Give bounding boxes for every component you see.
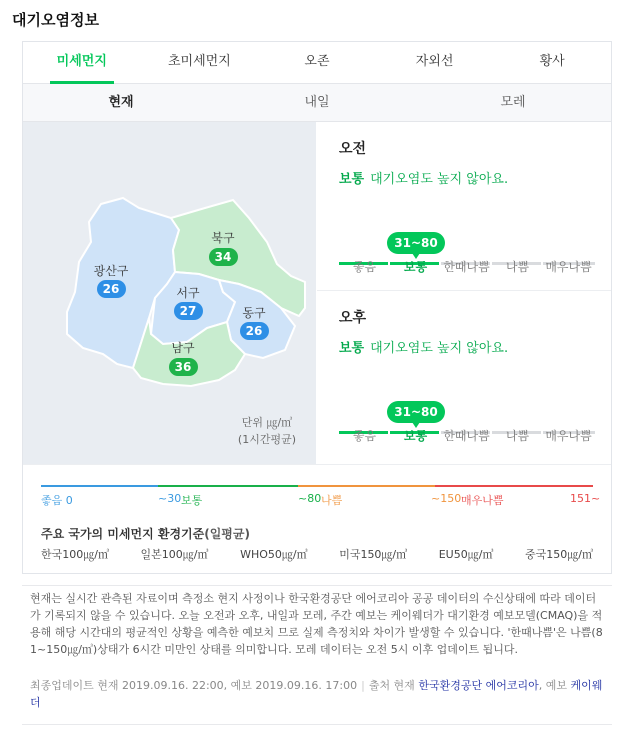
pm-legend (23, 464, 611, 574)
grade-message: 대기오염도 높지 않아요. (370, 172, 509, 187)
scale-label-bad: 나쁨 (505, 260, 530, 274)
standards-title (41, 525, 250, 542)
forecast-am (339, 138, 597, 298)
standards-title-text: 주요 국가의 미세먼지 환경기준 (41, 527, 205, 541)
tab-ultrafine-dust[interactable]: 초미세먼지 (167, 54, 231, 69)
district-value: 26 (102, 282, 120, 296)
forecast-pm (339, 307, 597, 467)
source-mid: , 예보 (538, 679, 567, 692)
data-notice (22, 585, 612, 725)
district-map (23, 122, 316, 464)
standard-eu: EU50㎍/㎥ (438, 548, 494, 561)
map-unit-note (238, 414, 296, 448)
tab-day-after[interactable]: 모레 (500, 95, 526, 110)
period-label: 오후 (339, 310, 367, 326)
scale-label-good: 좋음 (352, 260, 377, 274)
legend-label-80: ~80 (298, 492, 322, 505)
tab-uv[interactable]: 자외선 (415, 54, 454, 69)
notice-text: 현재는 실시간 관측된 자료이며 측정소 현지 사정이나 한국환경공단 에어코리아 공공 데이터의 수신상태에 따라 데이터가 기록되지 않을 수 있습니다. 오늘 오전과 오후, 내일과 모레, 주간 예보는 케이웨더가 대기환경 예보모델(CMAQ)을 적용해 해당 시간대의 평균적인 상황을 예측한 예보치 므로 실제 측정치와 차이가 발생할 수 있습니다. '한때나쁨'은 나쁨(81~150㎍/㎥)상태가 6시간 미만인 상태를 의미합니다. 모레 데이터는 오전 5시 이후 업데이트 됩니다. (30, 592, 603, 656)
legend-label-bad: 나쁨 (321, 494, 343, 507)
grade-message: 대기오염도 높지 않아요. (370, 341, 509, 356)
legend-labels (41, 492, 601, 508)
status-line (339, 337, 597, 356)
district-name: 북구 (211, 231, 235, 245)
airkorea-link[interactable]: 한국환경공단 에어코리아 (418, 679, 539, 692)
source-prefix: 출처 현재 (368, 679, 415, 692)
standard-who: WHO50㎍/㎥ (240, 548, 308, 561)
legend-bar-normal (158, 485, 298, 487)
page-title: 대기오염정보 (12, 11, 99, 29)
legend-label-good: 좋음 0 (41, 494, 73, 507)
standards-title-sub: (일평균) (204, 527, 250, 541)
standard-china: 중국150㎍/㎥ (525, 548, 593, 561)
scale-label-very-bad: 매우나쁨 (545, 260, 592, 274)
legend-bar-very-bad (435, 485, 593, 487)
tab-tomorrow[interactable]: 내일 (304, 95, 330, 110)
last-updated: 최종업데이트 현재 2019.09.16. 22:00, 예보 2019.09.16. 17:00 (30, 679, 358, 692)
district-value: 26 (245, 324, 263, 338)
tab-now[interactable]: 현재 (108, 95, 134, 110)
unit-label: 단위 ㎍/㎥ (241, 416, 293, 429)
district-value: 36 (174, 360, 192, 374)
legend-label-151: 151~ (570, 492, 601, 505)
standard-usa: 미국150㎍/㎥ (339, 548, 408, 561)
district-name: 동구 (242, 306, 266, 320)
legend-label-normal: 보통 (181, 494, 203, 507)
tab-fine-dust[interactable]: 미세먼지 (23, 42, 141, 83)
air-quality-card (22, 41, 612, 574)
forecast-panel (317, 122, 611, 464)
scale-label-very-bad: 매우나쁨 (545, 429, 592, 443)
meta-separator: | (361, 679, 365, 692)
pollutant-tabs (23, 42, 611, 84)
scale-label-normal: 보통 (403, 260, 428, 274)
scale-label-good: 좋음 (352, 429, 377, 443)
district-name: 광산구 (93, 264, 129, 278)
district-name: 남구 (171, 341, 195, 355)
range-bubble: 31~80 (387, 232, 445, 254)
standards-list (41, 546, 593, 562)
legend-color-bar (41, 485, 593, 487)
standard-korea: 한국100㎍/㎥ (41, 548, 109, 561)
range-bubble: 31~80 (387, 401, 445, 423)
unit-average-label: (1시간평균) (237, 433, 296, 446)
scale-label-bad: 나쁨 (505, 429, 530, 443)
scale-label-sometimes-bad: 한때나쁨 (443, 429, 490, 443)
grade-text: 보통 (339, 172, 365, 187)
scale-labels (339, 258, 595, 275)
legend-label-30: ~30 (158, 492, 182, 505)
scale-label-sometimes-bad: 한때나쁨 (443, 260, 490, 274)
grade-text: 보통 (339, 341, 365, 356)
scale-labels (339, 427, 595, 444)
legend-bar-good (41, 485, 158, 487)
legend-label-150: ~150 (431, 492, 462, 505)
update-info (30, 677, 605, 711)
tab-yellow-dust[interactable]: 황사 (539, 54, 565, 69)
day-tabs (23, 84, 611, 122)
status-line (339, 168, 597, 187)
kweather-link[interactable]: 케이웨더 (30, 679, 603, 709)
forecast-divider (317, 290, 611, 291)
district-name: 서구 (176, 286, 200, 300)
legend-bar-bad (298, 485, 435, 487)
scale-label-normal: 보통 (403, 429, 428, 443)
district-value: 27 (179, 304, 197, 318)
district-value: 34 (214, 250, 232, 264)
tab-ozone[interactable]: 오존 (304, 54, 330, 69)
legend-label-very-bad: 매우나쁨 (461, 494, 504, 507)
standard-japan: 일본100㎍/㎥ (140, 548, 209, 561)
period-label: 오전 (339, 141, 367, 157)
